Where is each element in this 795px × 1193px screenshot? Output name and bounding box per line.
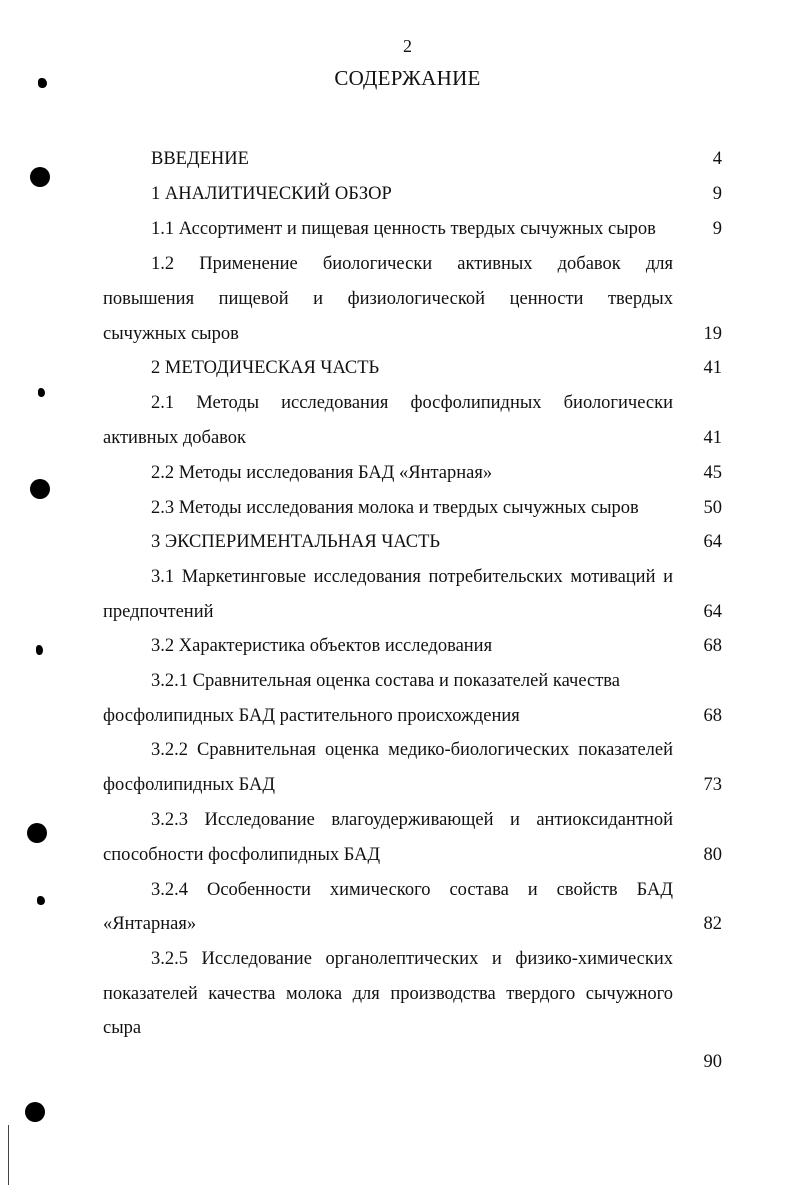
toc-entry-line: 3.2 Характеристика объектов исследования — [151, 636, 493, 656]
toc-entry-line: сыра — [103, 1018, 142, 1038]
toc-page-number: 19 — [703, 324, 722, 344]
toc-entry-line: сычужных сыров — [103, 324, 239, 344]
binding-hole — [30, 479, 50, 499]
toc-page-number: 68 — [703, 636, 722, 656]
toc-page-number: 9 — [712, 219, 722, 239]
toc-entry-line: 1.1 Ассортимент и пищевая ценность твердых сычужных сыров — [151, 219, 656, 239]
page-title: СОДЕРЖАНИЕ — [334, 66, 481, 90]
toc-entry-line: ВВЕДЕНИЕ — [151, 149, 249, 169]
toc-entry-line: предпочтений — [103, 602, 214, 622]
toc-entry-line: 1 АНАЛИТИЧЕСКИЙ ОБЗОР — [151, 184, 392, 204]
toc-page-number: 90 — [703, 1052, 722, 1072]
toc-entry-line: 3.2.1 Сравнительная оценка состава и показателей качества — [151, 671, 621, 691]
toc-page-number: 73 — [703, 775, 722, 795]
toc-entry-line: 3.1 Маркетинговые исследования потребительских мотиваций и — [151, 567, 673, 587]
toc-entry-line: 2 МЕТОДИЧЕСКАЯ ЧАСТЬ — [151, 358, 380, 378]
toc-entry-line: «Янтарная» — [103, 914, 197, 934]
binding-hole — [30, 167, 50, 187]
scan-speck — [37, 896, 45, 905]
toc-entry-line: фосфолипидных БАД растительного происхождения — [103, 706, 520, 726]
toc-page-number: 68 — [703, 706, 722, 726]
toc-entry-line: 2.1 Методы исследования фосфолипидных биологически — [151, 393, 673, 413]
scan-speck — [38, 78, 47, 88]
toc-entry-line: 3.2.5 Исследование органолептических и физико-химических — [151, 949, 673, 969]
toc-entry-line: 3 ЭКСПЕРИМЕНТАЛЬНАЯ ЧАСТЬ — [151, 532, 441, 552]
toc-entry-line: 2.3 Методы исследования молока и твердых сычужных сыров — [151, 498, 639, 518]
toc-entry-line: 1.2 Применение биологически активных добавок для — [151, 254, 673, 274]
page-number: 2 — [403, 36, 412, 56]
toc-entry-line: повышения пищевой и физиологической ценности твердых — [103, 289, 673, 309]
scan-edge-line — [8, 1125, 9, 1185]
binding-hole — [25, 1102, 45, 1122]
toc-entry-line: активных добавок — [103, 428, 247, 448]
scan-speck — [36, 645, 43, 655]
toc-page-number: 64 — [703, 602, 722, 622]
binding-hole — [27, 823, 47, 843]
toc-page-number: 64 — [703, 532, 722, 552]
toc-page-number: 82 — [703, 914, 722, 934]
toc-page-number: 4 — [712, 149, 722, 169]
toc-page-number: 41 — [703, 428, 722, 448]
toc-entry-line: 3.2.3 Исследование влагоудерживающей и антиоксидантной — [151, 810, 673, 830]
toc-entry-line: способности фосфолипидных БАД — [103, 845, 381, 865]
toc-entry-line: 2.2 Методы исследования БАД «Янтарная» — [151, 463, 493, 483]
toc-page-number: 50 — [703, 498, 722, 518]
toc-entry-line: фосфолипидных БАД — [103, 775, 276, 795]
toc-page-number: 41 — [703, 358, 722, 378]
scan-speck — [38, 388, 45, 397]
toc-page-number: 80 — [703, 845, 722, 865]
toc-entry-line: показателей качества молока для производства твердого сычужного — [103, 984, 673, 1004]
toc-entry-line: 3.2.4 Особенности химического состава и свойств БАД — [151, 880, 673, 900]
toc-page-number: 9 — [712, 184, 722, 204]
toc-page-number: 45 — [703, 463, 722, 483]
toc-entry-line: 3.2.2 Сравнительная оценка медико-биологических показателей — [151, 740, 673, 760]
